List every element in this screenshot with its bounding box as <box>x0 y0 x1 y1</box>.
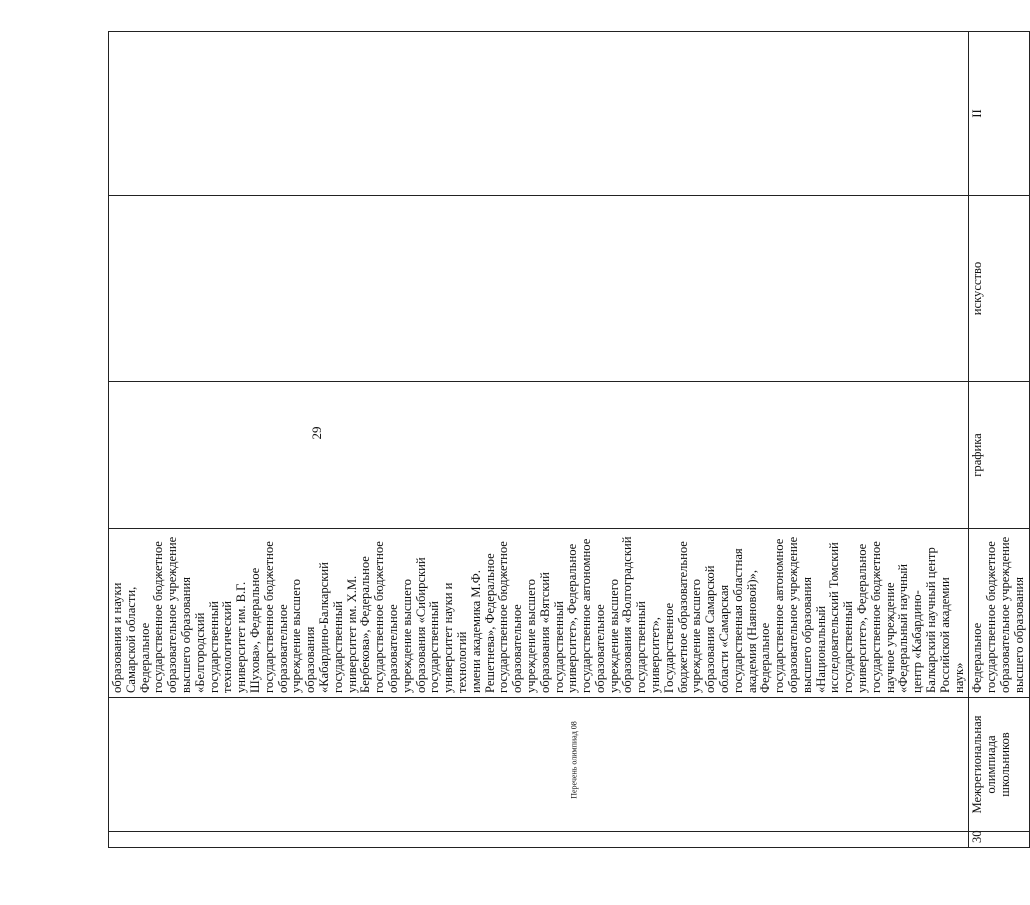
cell-level: II <box>969 32 1029 196</box>
cell-number-empty <box>109 832 969 848</box>
cell-subject-empty <box>109 382 969 529</box>
cell-olympiad-empty <box>109 698 969 832</box>
table-rotator <box>108 32 1026 848</box>
cell-organizations-continuation: образования и науки Самарской области, Федеральное государственное бюджетное образовательное учреждение высшего образования «Белгородский государственный технологический университет им. В.Г. Шухова», Федеральное государственное бюджетное образовательное учреждение высшего образования «Кабардино-Балкарский государственный университет им. Х.М. Бербекова», Федеральное государственное бюджетное образовательное учреждение высшего образования «Сибирский государственный университет науки и технологий имени академика М.Ф. Решетнева», Федеральное государственное бюджетное образовательное учреждение высшего образования «Вятский государственный университет», Федеральное государственное автономное образовательное учреждение высшего образования «Волгоградский государственный университет», Государственное бюджетное образовательное учреждение высшего образования Самарской области «Самарская государственная областная академия (Наяновой)», Федеральное государственное автономное образовательное учреждение высшего образования «Национальный исследовательский Томский государственный университет», Федеральное государственное бюджетное научное учреждение «Федеральный научный центр «Кабардино- Балкарский научный центр Российской академии наук» <box>109 529 969 698</box>
table-row-30 <box>969 32 1029 848</box>
cell-field-empty <box>109 196 969 382</box>
page-number: 29 <box>309 426 324 440</box>
cell-row-number: 30 <box>969 832 1029 848</box>
rotated-table-area <box>108 32 1026 848</box>
cell-subject: графика <box>969 382 1029 529</box>
table-row-continuation <box>109 32 969 848</box>
cell-field: искусство <box>969 196 1029 382</box>
cell-organizations: Федеральное государственное бюджетное образовательное учреждение высшего образования <box>969 529 1029 698</box>
cell-level-empty <box>109 32 969 196</box>
cell-olympiad-name: Межрегиональная олимпиада школьников <box>969 698 1029 832</box>
footer-note: Перечень олимпиад 08 <box>569 721 579 799</box>
